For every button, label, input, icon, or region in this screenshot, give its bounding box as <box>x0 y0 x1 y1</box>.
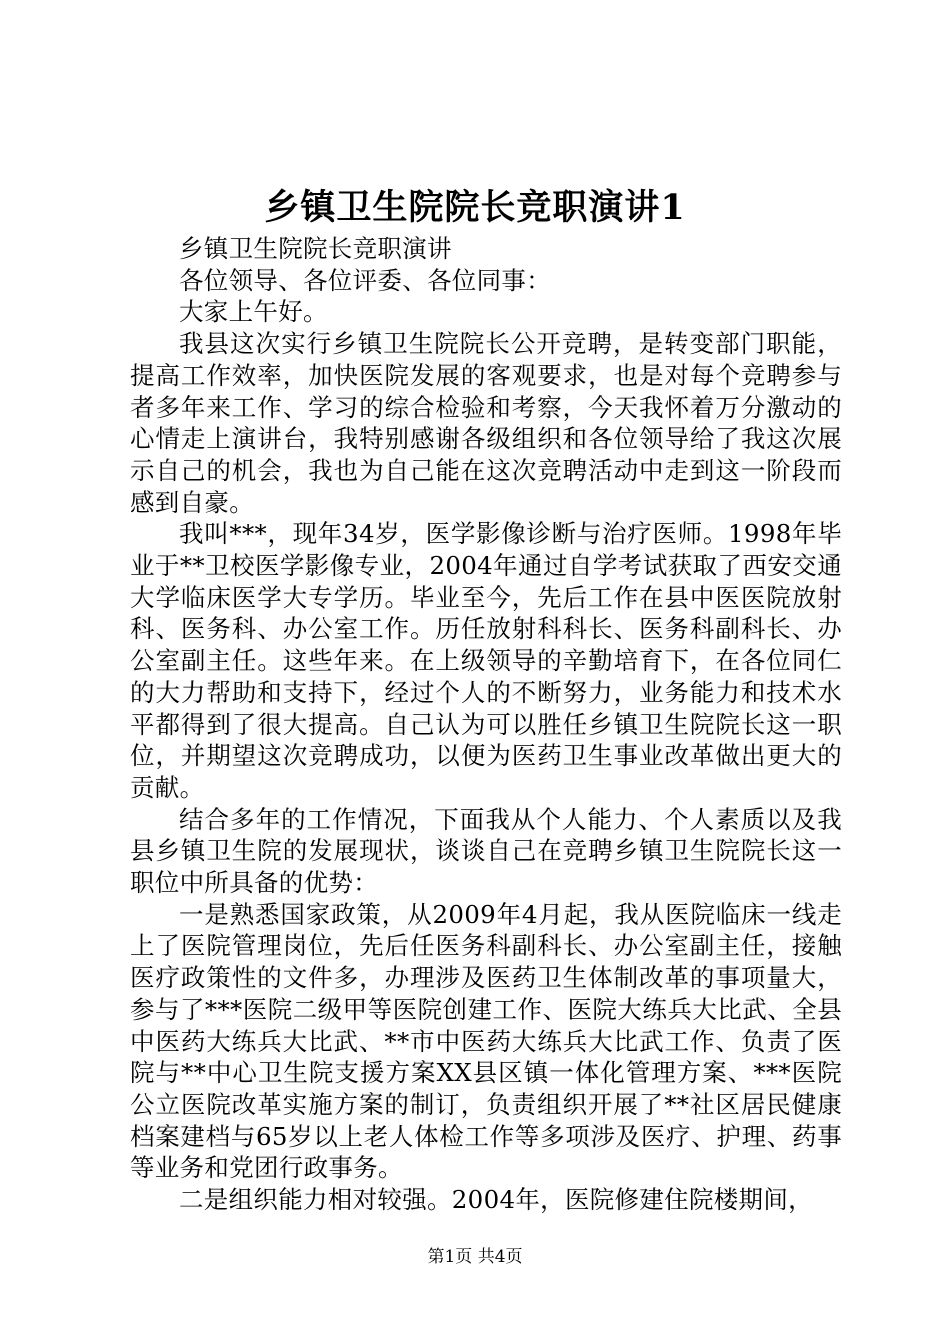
paragraph-greeting: 大家上午好。 <box>179 297 328 327</box>
paragraph-salutation: 各位领导、各位评委、各位同事： <box>179 265 551 295</box>
paragraph-advantage-two: 二是组织能力相对较强。2004年，医院修建住院楼期间， <box>179 1185 813 1215</box>
page-footer: 第1页 共4页 <box>427 1247 523 1267</box>
document-title: 乡镇卫生院院长竞职演讲1 <box>264 187 686 228</box>
paragraph-intro: 我县这次实行乡镇卫生院院长公开竞聘，是转变部门职能，提高工作效率，加快医院发展的客观要求，也是对每个竞聘参与者多年来工作、学习的综合检验和考察，今天我怀着万分激动的心情走上演讲台，我特别感谢各级组织和各位领导给了我这次展示自己的机会，我也为自己能在这次竞聘活动中走到这一阶段而感到自豪。 <box>130 329 842 517</box>
paragraph-heading: 乡镇卫生院院长竞职演讲 <box>179 234 452 263</box>
paragraph-background: 我叫***，现年34岁，医学影像诊断与治疗医师。1998年毕业于**卫校医学影像专业，2004年通过自学考试获取了西安交通大学临床医学大专学历。毕业至今，先后工作在县中医医院放射科、医务科、办公室工作。历任放射科科长、医务科副科长、办公室副主任。这些年来。在上级领导的辛勤培育下，在各位同仁的大力帮助和支持下，经过个人的不断努力，业务能力和技术水平都得到了很大提高。自己认为可以胜任乡镇卫生院院长这一职位，并期望这次竞聘成功，以便为医药卫生事业改革做出更大的贡献。 <box>130 519 842 802</box>
paragraph-advantage-one: 一是熟悉国家政策，从2009年4月起，我从医院临床一线走上了医院管理岗位，先后任医务科副科长、办公室副主任，接触医疗政策性的文件多，办理涉及医药卫生体制改革的事项量大，参与了***医院二级甲等医院创建工作、医院大练兵大比武、全县中医药大练兵大比武、**市中医药大练兵大比武工作、负责了医院与**中心卫生院支援方案XX县区镇一体化管理方案、***医院公立医院改革实施方案的制订，负责组织开展了**社区居民健康档案建档与65岁以上老人体检工作等多项涉及医疗、护理、药事等业务和党团行政事务。 <box>130 899 842 1183</box>
document-body <box>130 233 842 1216</box>
paragraph-advantages-intro: 结合多年的工作情况，下面我从个人能力、个人素质以及我县乡镇卫生院的发展现状，谈谈自己在竞聘乡镇卫生院院长这一职位中所具备的优势： <box>130 804 842 898</box>
